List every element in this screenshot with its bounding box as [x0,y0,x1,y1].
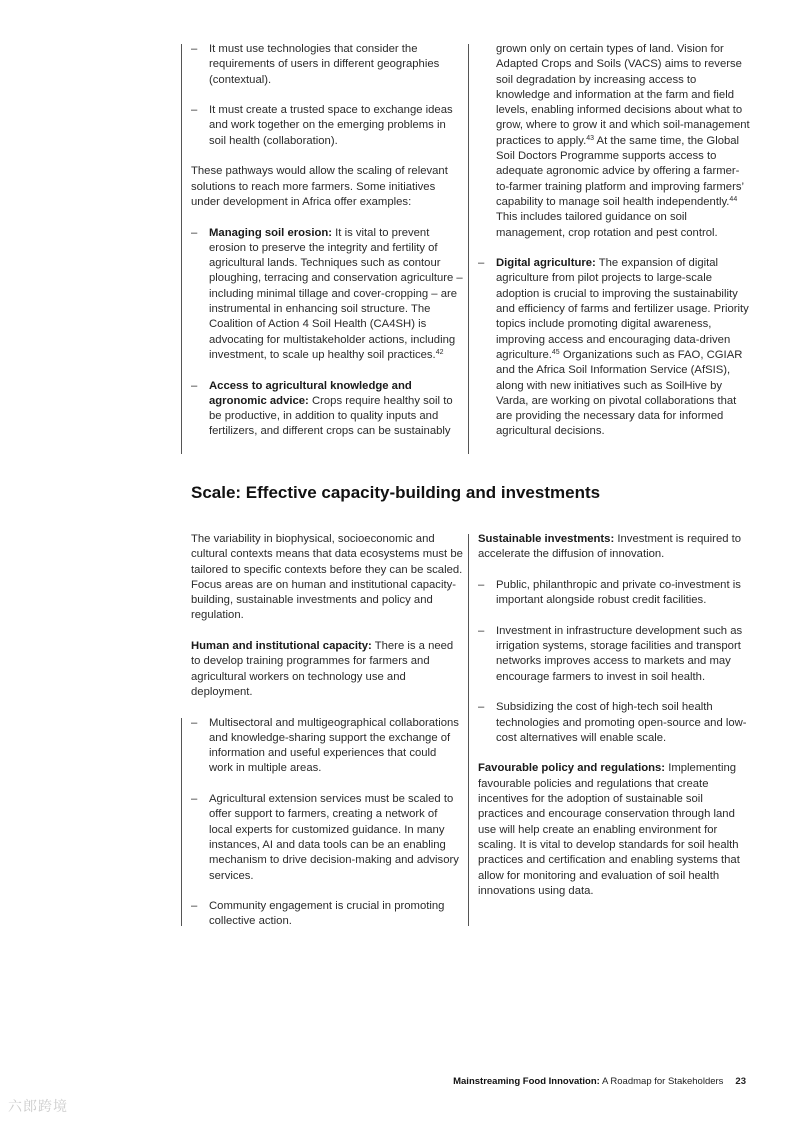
policy-title: Favourable policy and regulations: [478,762,666,775]
list-item-text: Investment in infrastructure development such as irrigation systems, storage facilities and transport networks improves access to markets and may encourage farmers to invest in soil health. [496,624,743,683]
bullet-dash: – [191,226,198,239]
access-continued-c: This includes tailored guidance on soil management, crop rotation and pest control. [496,211,718,239]
bottom-left-column-rule [181,718,182,926]
access-title: Access to agricultural knowledge and agronomic advice: [209,379,412,407]
list-item [191,42,463,88]
footnote-ref: 45 [551,348,560,356]
bullet-dash: – [191,104,198,117]
list-item [478,700,750,746]
list-item-text: Agricultural extension services must be scaled to offer support to farmers, creating a network of local experts for customized guidance. In many instances, AI and data tools can be an enabling mechanism to drive decision-making and advisory services. [209,793,459,882]
bottom-right-column [478,532,750,899]
list-item-text: It must use technologies that consider the requirements of users in different geographies (contextual). [209,43,440,86]
investments-title: Sustainable investments: [478,533,615,545]
paragraph: These pathways would allow the scaling of relevant solutions to reach more farmers. Some initiatives under development in Africa offer examples: [191,165,448,208]
footer-subtitle: A Roadmap for Stakeholders [599,1076,724,1087]
list-item-erosion [191,226,463,364]
list-item-digital [478,256,750,440]
list-item-text: It must create a trusted space to exchange ideas and work together on the emerging problems in soil health (collaboration). [209,104,453,147]
footnote-ref: 42 [435,348,444,356]
list-item [191,792,463,884]
top-right-column [478,42,750,440]
footer-title: Mainstreaming Food Innovation: [453,1076,600,1087]
watermark: 六郎跨境 [8,1098,68,1114]
capacity-title: Human and institutional capacity: [191,640,372,653]
list-item [191,103,463,149]
bullet-dash: – [478,578,485,591]
bullet-dash: – [478,701,485,714]
erosion-text: It is vital to prevent erosion to preserve the integrity and fertility of agricultural lands. Techniques such as contour ploughing, terracing and conservation agriculture – including minimal tillage and cover-cropping – are instrumental in enhancing soil structure. The Coalition of Action 4 Soil Health (CA4SH) is advocating for multistakeholder actions, including investment, to scale up healthy soil practices. [209,226,463,361]
capacity-text: There is a need to develop training programmes for farmers and agricultural workers on technology use and deployment. [191,640,454,698]
bullet-dash: – [191,43,198,55]
bullet-dash: – [191,379,198,392]
access-text: Crops require healthy soil to be productive, in addition to quality inputs and fertilizers, and different crops can be sustainably [209,394,453,438]
list-item [191,899,463,930]
intro-paragraph: The variability in biophysical, socioeconomic and cultural contexts means that data ecosystems must be tailored to specific contexts before they can be scaled. Focus areas are on human and institutional capacity-building, sustainable investments and policy and regulation. [191,533,463,622]
digital-text-b: Organizations such as FAO, CGIAR and the Africa Soil Information Service (AfSIS), along with new initiatives such as SoilHive by Varda, are working on pivotal collaborations that are providing the necessary data for informed agricultural decisions. [496,348,743,438]
list-item-continued [478,42,750,241]
list-item-text: Community engagement is crucial in promoting collective action. [209,900,445,928]
list-item-text: Public, philanthropic and private co-investment is important alongside robust credit facilities. [496,578,741,607]
footnote-ref: 43 [586,134,595,142]
digital-title: Digital agriculture: [496,257,596,270]
list-item [478,578,750,609]
section-heading: Scale: Effective capacity-building and investments [191,483,601,502]
list-item [191,716,463,777]
list-item-access [191,379,463,440]
bullet-dash: – [478,257,485,270]
access-continued-a: grown only on certain types of land. Vision for Adapted Crops and Soils (VACS) aims to reverse soil degradation by increasing access to knowledge and information at the farm and field levels, enabling informed decisions about what to grow, where to grow it and which soil-management practices to apply. [496,43,750,147]
top-left-column-rule [181,44,182,454]
access-continued-b: At the same time, the Global Soil Doctors Programme supports access to adequate agronomic advice by offering a farmer-to-farmer training platform and improving farmers’ capability to manage soil health independently. [496,134,744,208]
investments-text: Investment is required to accelerate the diffusion of innovation. [478,533,742,561]
erosion-title: Managing soil erosion: [209,226,333,239]
digital-text-a: The expansion of digital agriculture from pilot projects to large-scale adoption is crucial to improving the sustainability and efficiency of farms and fertilizer usage. Priority topics include promoting digital awareness, improving access and encouraging data-driven agriculture. [496,257,749,361]
page-footer [453,1076,746,1087]
bottom-left-column [191,532,463,930]
bullet-dash: – [191,793,198,806]
list-item-text: Subsidizing the cost of high-tech soil health technologies and promoting open-source and low-cost alternatives will enable scale. [496,701,747,744]
list-item-text: Multisectoral and multigeographical collaborations and knowledge-sharing support the exchange of information and useful experiences that could work in multiple areas. [209,716,459,775]
bullet-dash: – [191,900,198,913]
footnote-ref: 44 [729,195,738,203]
page-number: 23 [735,1076,746,1087]
bullet-dash: – [191,716,198,729]
policy-text: Implementing favourable policies and regulations that create incentives for the adoption of sustainable soil practices and encourage conservation through land use will help create an enabling environment for scaling. It is vital to develop standards for soil health practices and certification and enabling systems that allow for monitoring and evaluation of soil health innovations using data. [478,762,740,897]
bullet-dash: – [478,624,485,637]
top-left-column [191,42,463,440]
list-item [478,624,750,685]
bottom-right-column-rule [468,534,469,926]
top-right-column-rule [468,44,469,454]
